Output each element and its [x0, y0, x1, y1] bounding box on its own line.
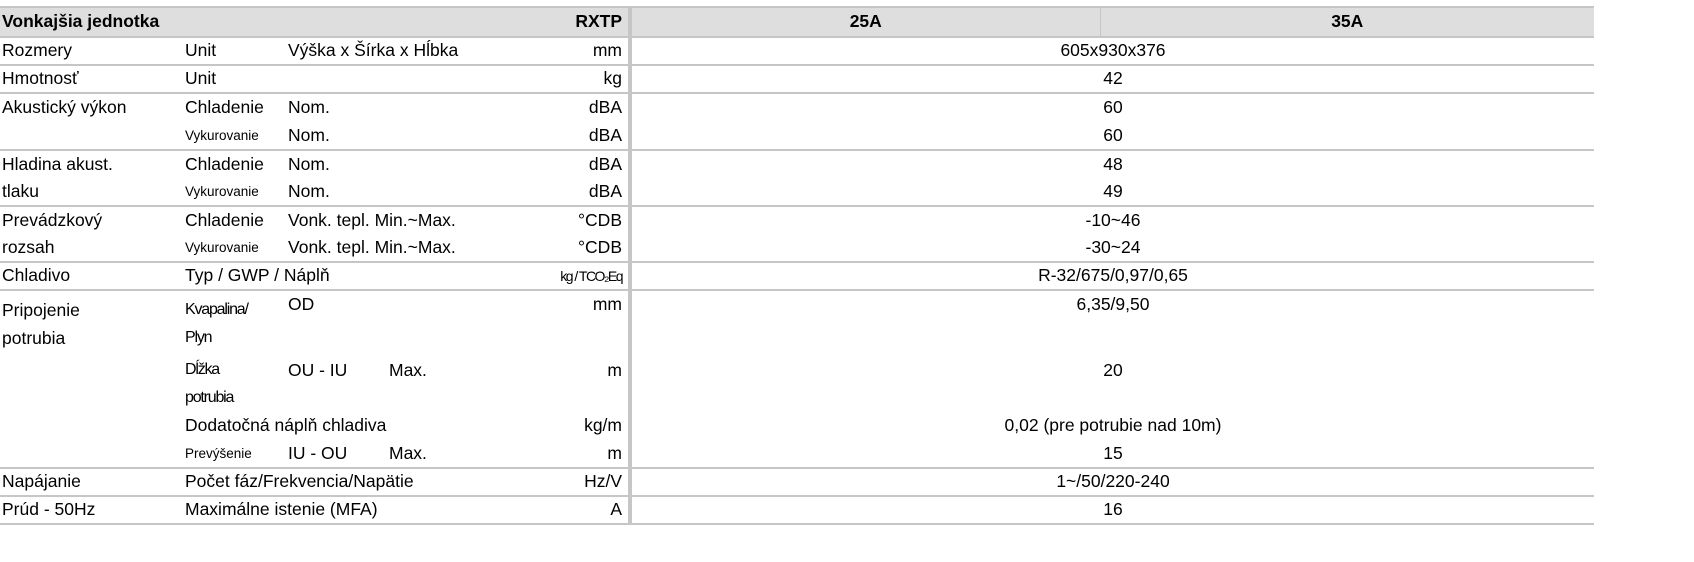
row-sub: Dodatočná náplň chladiva	[185, 415, 387, 436]
row-label: Pripojenie	[2, 300, 80, 320]
row-sub: Plyn	[185, 329, 212, 346]
row-label: Rozmery	[2, 40, 73, 61]
row-unit: m	[550, 352, 630, 412]
row-label: rozsah	[2, 236, 55, 257]
row-sub: Maximálne istenie (MFA)	[181, 496, 550, 524]
table-row	[0, 262, 1594, 290]
row-sub: Vykurovanie	[185, 127, 259, 143]
table-row	[0, 122, 1594, 150]
row-label: Prevádzkový	[0, 206, 181, 234]
spec-table	[0, 6, 1594, 525]
row-label: Akustický výkon	[0, 93, 181, 122]
row-sub: Unit	[181, 65, 550, 93]
header-model: RXTP	[550, 7, 630, 37]
row-value: R-32/675/0,97/0,65	[630, 262, 1594, 290]
row-value: 60	[630, 93, 1594, 122]
row-unit: dBA	[550, 93, 630, 122]
row-value: 60	[1103, 124, 1123, 145]
row-unit: m	[550, 440, 630, 468]
table-row	[0, 468, 1594, 496]
row-value: 20	[1103, 360, 1123, 380]
header-variant-35a: 35A	[1100, 7, 1594, 37]
row-detail: Vonk. tepl. Min.~Max.	[284, 206, 550, 234]
row-sub: Chladenie	[181, 150, 284, 178]
row-value: 15	[1103, 442, 1123, 463]
row-sub: Chladenie	[181, 206, 284, 234]
table-row	[0, 65, 1594, 93]
row-label: Napájanie	[0, 468, 181, 496]
row-value: 0,02 (pre potrubie nad 10m)	[1004, 415, 1222, 436]
row-label: Hmotnosť	[0, 65, 181, 93]
table-row	[0, 93, 1594, 122]
row-unit: kg / TCO₂Eq	[550, 262, 630, 290]
row-label: Hladina akust.	[0, 150, 181, 178]
header-row	[0, 7, 1594, 37]
row-label: potrubia	[2, 328, 66, 348]
row-sub: Vykurovanie	[185, 239, 259, 255]
row-detail: Nom.	[284, 93, 550, 122]
table-row	[0, 206, 1594, 234]
row-sub: Vykurovanie	[185, 183, 259, 199]
row-extra: Max.	[389, 442, 427, 463]
table-row	[0, 412, 1594, 440]
row-sub: Prevýšenie	[185, 445, 252, 461]
table-row	[0, 178, 1594, 206]
row-value: 6,35/9,50	[630, 290, 1594, 352]
row-label: Prúd - 50Hz	[0, 496, 181, 524]
row-detail: IU - OU	[288, 442, 348, 463]
row-label: tlaku	[2, 180, 39, 201]
row-value: 48	[630, 150, 1594, 178]
row-sub: Kvapalina/	[185, 301, 248, 318]
row-sub-block	[181, 290, 284, 352]
row-label: Chladivo	[0, 262, 181, 290]
row-value: 1~/50/220-240	[630, 468, 1594, 496]
header-variant-25a: 25A	[630, 7, 1100, 37]
row-value: 42	[630, 65, 1594, 93]
row-unit: °CDB	[550, 206, 630, 234]
row-extra: Max.	[389, 360, 427, 380]
row-unit: kg/m	[550, 412, 630, 440]
row-unit: °CDB	[550, 234, 630, 262]
table-row	[0, 234, 1594, 262]
row-detail: Vonk. tepl. Min.~Max.	[288, 236, 456, 257]
row-value: -30~24	[1085, 236, 1141, 257]
row-unit: Hz/V	[550, 468, 630, 496]
row-unit: mm	[550, 290, 630, 352]
header-title: Vonkajšia jednotka	[0, 7, 550, 37]
row-sub: Unit	[185, 40, 217, 61]
row-detail: Nom.	[284, 150, 550, 178]
table-row	[0, 440, 1594, 468]
row-detail: OU - IU	[288, 360, 348, 380]
row-sub-block	[181, 352, 284, 412]
row-value: 605x930x376	[1060, 40, 1166, 61]
row-unit: dBA	[550, 122, 630, 150]
row-detail: OD	[284, 290, 550, 352]
table-row	[0, 496, 1594, 524]
row-unit: A	[550, 496, 630, 524]
row-detail: Výška x Šírka x Hĺbka	[288, 40, 459, 61]
row-label-block	[0, 290, 181, 468]
row-value: 49	[1103, 180, 1123, 201]
row-sub: Počet fáz/Frekvencia/Napätie	[181, 468, 550, 496]
row-unit: dBA	[550, 178, 630, 206]
row-sub: potrubia	[185, 389, 234, 406]
row-sub: Dĺžka	[185, 361, 220, 378]
table-row	[0, 352, 1594, 412]
row-detail: Nom.	[288, 124, 330, 145]
row-value: 16	[630, 496, 1594, 524]
row-sub: Chladenie	[181, 93, 284, 122]
row-value: -10~46	[630, 206, 1594, 234]
table-row	[0, 37, 1594, 65]
row-unit: mm	[550, 37, 630, 65]
row-detail: Nom.	[288, 180, 330, 201]
row-sub: Typ / GWP / Náplň	[181, 262, 550, 290]
table-row	[0, 290, 1594, 352]
row-unit: kg	[550, 65, 630, 93]
table-row	[0, 150, 1594, 178]
row-unit: dBA	[550, 150, 630, 178]
